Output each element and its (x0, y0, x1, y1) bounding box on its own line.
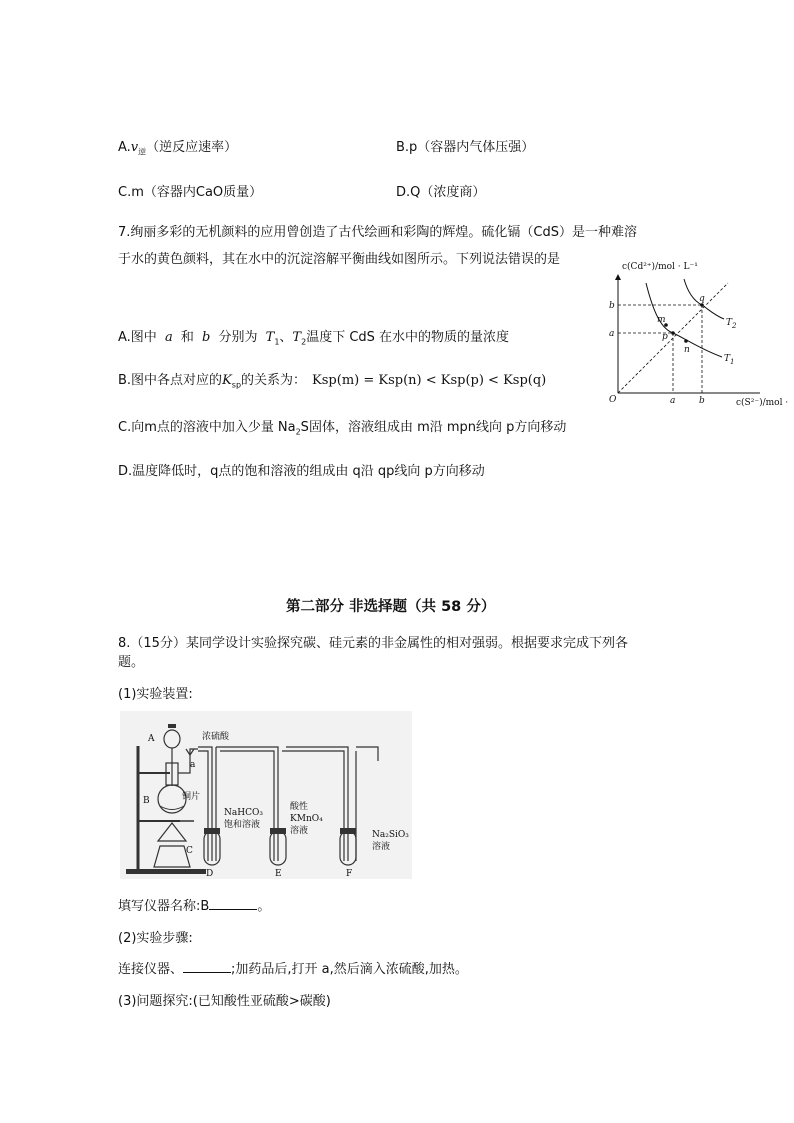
q7-option-b-text1: B.图中各点对应的 (118, 373, 223, 388)
q7-option-a-T1: T (265, 330, 275, 345)
label-kmno4-1: 酸性 (290, 802, 309, 812)
label-n: n (684, 345, 690, 355)
q7-option-a-text3: 分别为 (218, 330, 258, 345)
q7-option-c-text2: 固体，溶液组成由 m沿 mpn线向 p方向移动 (308, 420, 567, 435)
q7-option-a-text2: 和 (180, 330, 194, 345)
q7-option-b-text2: 的关系为： (241, 373, 307, 388)
q7-option-a-T2-sub: 2 (301, 337, 307, 347)
q6-option-a-text: （逆反应速率） (146, 140, 238, 155)
x-tick-b: b (699, 396, 705, 406)
q8-fill-suffix: 。 (257, 899, 271, 914)
q8-fill-instrument (118, 895, 270, 914)
q7-option-b-Ksub: sp (231, 380, 242, 390)
q7-option-d: D.温度降低时，q点的饱和溶液的组成由 q沿 qp线向 p方向移动 (118, 464, 485, 479)
q7-option-b (118, 369, 546, 390)
point-n (684, 339, 688, 343)
stopper-F (340, 828, 356, 834)
label-A: A (148, 734, 155, 744)
q7-option-c-chem2: S (300, 420, 309, 435)
label-nahco3-2: 饱和溶液 (224, 820, 261, 830)
stopper-E (270, 828, 286, 834)
solubility-graph (600, 255, 794, 410)
q8-step-prefix: 连接仪器、 (118, 962, 184, 977)
label-na2sio3-2: 溶液 (372, 842, 391, 852)
answer-blank-step[interactable] (183, 960, 231, 973)
q6-option-a (118, 136, 237, 158)
q8-sub2: (2)实验步骤: (118, 931, 193, 946)
stand-base (126, 869, 206, 874)
q7-option-b-K: K (222, 373, 232, 388)
x-tick-a: a (670, 396, 676, 406)
funnel-stopper (168, 724, 176, 728)
q7-option-c-text1: C.向m点的溶液中加入少量 (118, 420, 274, 435)
part2-heading: 第二部分 非选择题（共 58 分） (286, 599, 496, 615)
label-T2: $T_2$ (726, 318, 737, 330)
label-copper: 铜片 (182, 792, 201, 802)
label-nahco3: NaHCO₃ (224, 808, 263, 818)
label-a: a (190, 760, 196, 770)
q8-step (118, 958, 468, 977)
label-kmno4-2: KMnO₄ (290, 814, 323, 824)
q7-option-a-sep: 、 (279, 330, 293, 345)
label-m: m (657, 315, 666, 325)
origin-label: O (609, 395, 617, 405)
label-D: D (206, 869, 214, 879)
label-T1: $T_1$ (724, 354, 735, 366)
stopper-D (204, 828, 220, 834)
point-p (671, 331, 675, 335)
label-E: E (275, 869, 282, 879)
q8-stem-line1: 8.（15分）某同学设计实验探究碳、硅元素的非金属性的相对强弱。根据要求完成下列各 (118, 636, 628, 651)
q8-fill-prefix: 填写仪器名称:B (118, 899, 210, 914)
q7-option-c-chem-sub: 2 (295, 427, 301, 437)
q7-option-a (118, 326, 509, 347)
label-p: p (662, 332, 668, 342)
q7-stem-line1: 7.绚丽多彩的无机颜料的应用曾创造了古代绘画和彩陶的辉煌。硫化镉（CdS）是一种难溶 (118, 225, 637, 240)
q6-option-a-var: v (130, 140, 139, 155)
q7-option-c (118, 416, 566, 437)
y-tick-b: b (609, 301, 615, 311)
q7-option-a-text1: A.图中 (118, 330, 157, 345)
q7-stem-line2: 于水的黄色颜料，其在水中的沉淀溶解平衡曲线如图所示。下列说法错误的是 (118, 252, 561, 267)
label-B: B (143, 796, 150, 806)
q6-option-a-prefix: A. (118, 140, 131, 155)
label-F: F (346, 869, 353, 879)
q8-stem-line2: 题。 (118, 655, 145, 670)
q6-option-d: D.Q（浓度商） (396, 185, 486, 200)
label-conc-acid: 浓硫酸 (202, 732, 230, 742)
q7-option-a-text4: 温度下 CdS 在水中的物质的量浓度 (306, 330, 510, 345)
q8-sub1: (1)实验装置: (118, 687, 193, 702)
q8-sub3: (3)问题探究:(已知酸性亚硫酸>碳酸) (118, 994, 331, 1009)
apparatus-figure (120, 711, 412, 879)
q6-option-a-sub: 逆 (138, 147, 147, 157)
answer-blank-B[interactable] (209, 897, 257, 910)
y-axis-label: c(Cd²⁺)/mol · L⁻¹ (622, 262, 698, 272)
q6-option-b: B.p（容器内气体压强） (396, 140, 535, 155)
q7-option-a-b: b (202, 330, 211, 345)
q7-option-b-formula: Ksp(m) = Ksp(n) < Ksp(p) < Ksp(q) (312, 373, 547, 388)
q7-option-a-T2: T (292, 330, 302, 345)
q7-option-a-T1-sub: 1 (274, 337, 280, 347)
x-axis-label: c(S²⁻)/mol · (736, 398, 789, 408)
label-kmno4-3: 溶液 (290, 826, 309, 836)
y-tick-a: a (609, 329, 615, 339)
label-q: q (699, 294, 705, 304)
label-C: C (186, 846, 193, 856)
q8-step-suffix: ;加药品后,打开 a,然后滴入浓硫酸,加热。 (231, 962, 468, 977)
q7-option-a-a: a (164, 330, 173, 345)
q6-option-c: C.m（容器内CaO质量） (118, 185, 263, 200)
label-na2sio3: Na₂SiO₃ (372, 830, 409, 840)
q7-option-c-chem: Na (277, 420, 296, 435)
